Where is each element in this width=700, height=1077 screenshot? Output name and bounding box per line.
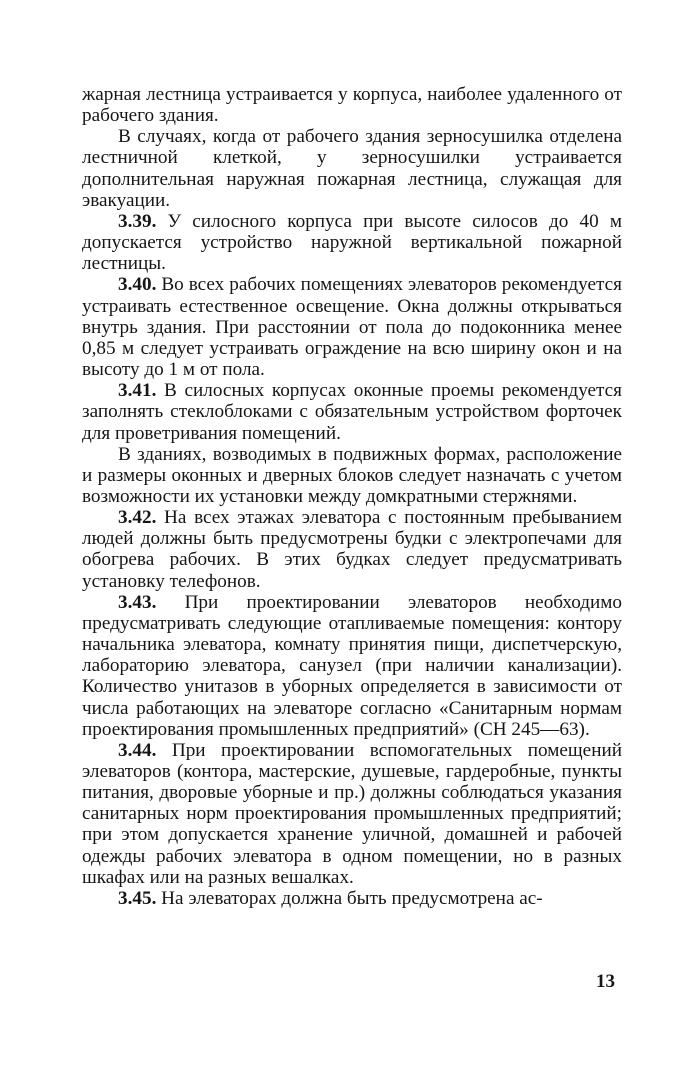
paragraph (82, 444, 622, 507)
paragraph-text: В случаях, когда от рабочего здания зерносушилка отделена лестничной клеткой, у зерносушилки устраивается дополнительная наружная пожарная лестница, служащая для эвакуации. (82, 126, 622, 211)
paragraph-text: Во всех рабочих помещениях элеваторов рекомендуется устраивать естественное освещение. Окна должны открываться внутрь здания. При расстоянии от пола до подоконника менее 0,85 м следует устраивать ограждение на всю ширину окон и на высоту до 1 м от пола. (82, 274, 622, 381)
page-number: 13 (596, 971, 615, 992)
clause-number: 3.40. (118, 274, 157, 296)
clause-3-39 (82, 211, 622, 274)
clause-3-45 (82, 888, 622, 909)
clause-3-42 (82, 507, 622, 592)
paragraph-text: В зданиях, возводимых в подвижных формах, расположение и размеры оконных и дверных блоков следует назначать с учетом возможности их установки между домкратными стержнями. (82, 443, 622, 507)
paragraph-text: На всех этажах элеватора с постоянным пребыванием людей должны быть предусмотрены будки с электропечами для обогрева рабочих. В этих будках следует предусматривать установку телефонов. (82, 507, 622, 592)
paragraph-text: При проектировании вспомогательных помещений элеваторов (контора, мастерские, душевые, гардеробные, пункты питания, дворовые уборные и пр.) должны соблюдаться указания санитарных норм проектирования промышленных предприятий; при этом допускается хранение уличной, домашней и рабочей одежды рабочих элеватора в одном помещении, но в разных шкафах или на разных вешалках. (82, 739, 623, 888)
paragraph-continuation (82, 84, 622, 126)
clause-number: 3.45. (118, 887, 157, 909)
clause-number: 3.44. (118, 739, 157, 761)
clause-number: 3.42. (118, 507, 157, 529)
page-text (82, 84, 622, 909)
clause-3-43 (82, 592, 622, 740)
clause-number: 3.43. (118, 591, 157, 613)
paragraph-text: У силосного корпуса при высоте силосов до 40 м допускается устройство наружной вертикальной пожарной лестницы. (82, 210, 623, 275)
clause-3-40 (82, 274, 622, 380)
clause-3-41 (82, 380, 622, 443)
clause-number: 3.41. (118, 380, 157, 402)
clause-3-44 (82, 740, 622, 888)
paragraph-text: жарная лестница устраивается у корпуса, наиболее удаленного от рабочего здания. (82, 84, 622, 127)
paragraph-text: На элеваторах должна быть предусмотрена ас- (161, 887, 543, 909)
paragraph (82, 126, 622, 211)
paragraph-text: При проектировании элеваторов необходимо предусматривать следующие отапливаемые помещения: контору начальника элеватора, комнату принятия пищи, диспетчерскую, лабораторию элеватора, санузел (при наличии канализации). Количество унитазов в уборных определяется в зависимости от числа работающих на элеваторе согласно «Санитарным нормам проектирования промышленных предприятий» (СН 245—63). (82, 591, 622, 740)
paragraph-text: В силосных корпусах оконные проемы рекомендуется заполнять стеклоблоками с обязательным устройством форточек для проветривания помещений. (82, 380, 623, 444)
clause-number: 3.39. (118, 210, 157, 232)
